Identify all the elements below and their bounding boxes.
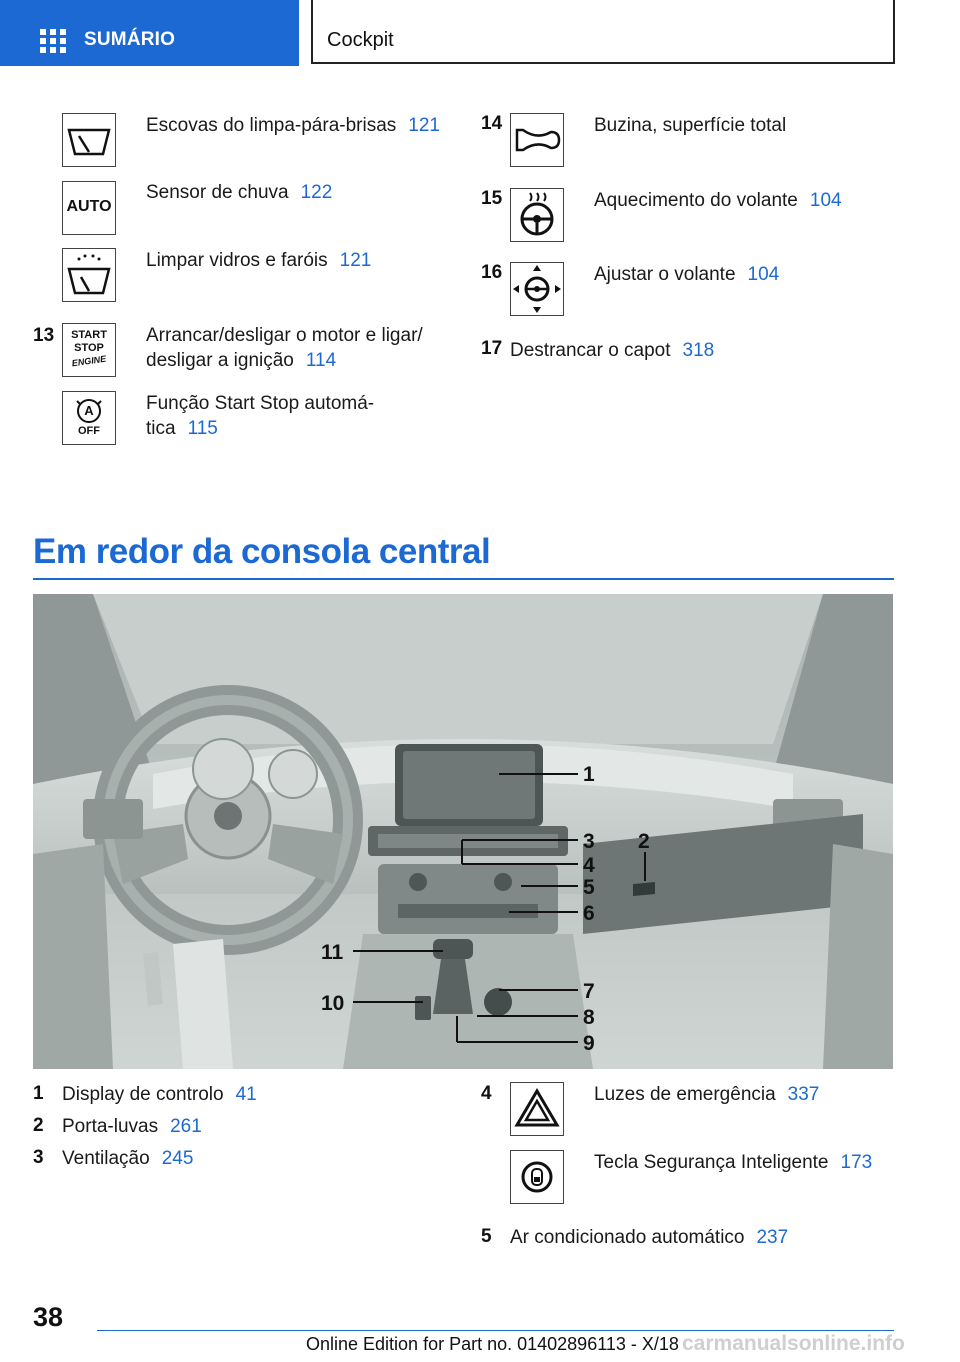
callout-label: 7 [583,980,595,1003]
toc-label: SUMÁRIO [84,29,176,50]
wiper-icon [62,113,116,167]
list-item: Ventilação 245 [62,1148,194,1169]
center-console-illustration [33,594,893,1069]
chapter-tab[interactable] [311,0,895,64]
page-link[interactable]: 173 [840,1152,873,1173]
page-link[interactable]: 318 [682,340,715,361]
grid-icon [40,29,66,53]
start-stop-icon: START STOP ENGINE [62,323,116,377]
list-item: Limpar vidros e faróis 121 [146,250,372,271]
edition-text: Online Edition for Part no. 01402896113 - X/18 [306,1334,679,1354]
item-number: 1 [33,1083,44,1104]
watermark: carmanualsonline.info [682,1332,905,1355]
callout-label: 10 [321,992,345,1015]
list-item: Tecla Segurança Inteligente 173 [594,1152,873,1173]
item-number: 3 [33,1147,44,1168]
hazard-icon [510,1082,564,1136]
page-link[interactable]: 104 [809,190,842,211]
callout-label: 11 [321,941,344,964]
chapter-tab-label: Cockpit [327,29,394,51]
list-item: Luzes de emergência 337 [594,1084,820,1105]
page-link[interactable]: 237 [756,1227,789,1248]
footer-divider [97,1330,894,1331]
list-item: Sensor de chuva 122 [146,182,333,203]
callout-label: 9 [583,1032,595,1055]
list-item: Porta-luvas 261 [62,1116,202,1137]
callout-label: 8 [583,1006,595,1029]
item-number: 2 [33,1115,44,1136]
washer-icon [62,248,116,302]
page-link[interactable]: 122 [300,182,333,203]
auto-start-stop-off-icon: A OFF [62,391,116,445]
horn-icon [510,113,564,167]
heated-steering-icon [510,188,564,242]
callout-label: 1 [583,763,595,786]
list-item: Aquecimento do volante 104 [594,190,842,211]
page-link[interactable]: 115 [187,418,218,439]
list-item: Destrancar o capot 318 [510,340,715,361]
list-item: Display de controlo 41 [62,1084,257,1105]
list-item: Arrancar/desligar o motor e ligar/ desligar a ignição 114 [146,325,423,371]
page-link[interactable]: 104 [747,264,780,285]
page-link[interactable]: 337 [787,1084,820,1105]
callout-label: 2 [638,830,650,853]
callout-label: 5 [583,876,595,899]
page-link[interactable]: 41 [235,1084,257,1105]
item-number: 5 [481,1226,492,1247]
page-link[interactable]: 121 [339,250,372,271]
page-link[interactable]: 114 [305,350,337,371]
section-divider [33,578,894,580]
toc-button[interactable] [0,0,299,66]
page-number: 38 [33,1302,64,1332]
steering-adjust-icon [510,262,564,316]
item-number: 15 [481,188,503,209]
callout-label: 4 [583,854,595,877]
list-item: Ajustar o volante 104 [594,264,780,285]
callout-label: 6 [583,902,595,925]
item-number: 17 [481,338,503,359]
section-title: Em redor da consola central [33,532,491,571]
item-number: 14 [481,113,503,134]
intelligent-safety-icon [510,1150,564,1204]
auto-icon: AUTO [62,181,116,235]
item-number: 13 [33,325,55,346]
callout-label: 3 [583,830,595,853]
top-bar [0,0,960,66]
list-item: Função Start Stop automá- tica 115 [146,393,375,439]
list-item: Buzina, superfície total [594,115,787,136]
list-item: Ar condicionado automático 237 [510,1227,789,1248]
page-link[interactable]: 121 [408,115,440,136]
item-number: 16 [481,262,503,283]
item-number: 4 [481,1083,492,1104]
page-link[interactable]: 245 [161,1148,194,1169]
page-link[interactable]: 261 [170,1116,202,1137]
list-item: Escovas do limpa-pára-brisas 121 [146,115,440,136]
